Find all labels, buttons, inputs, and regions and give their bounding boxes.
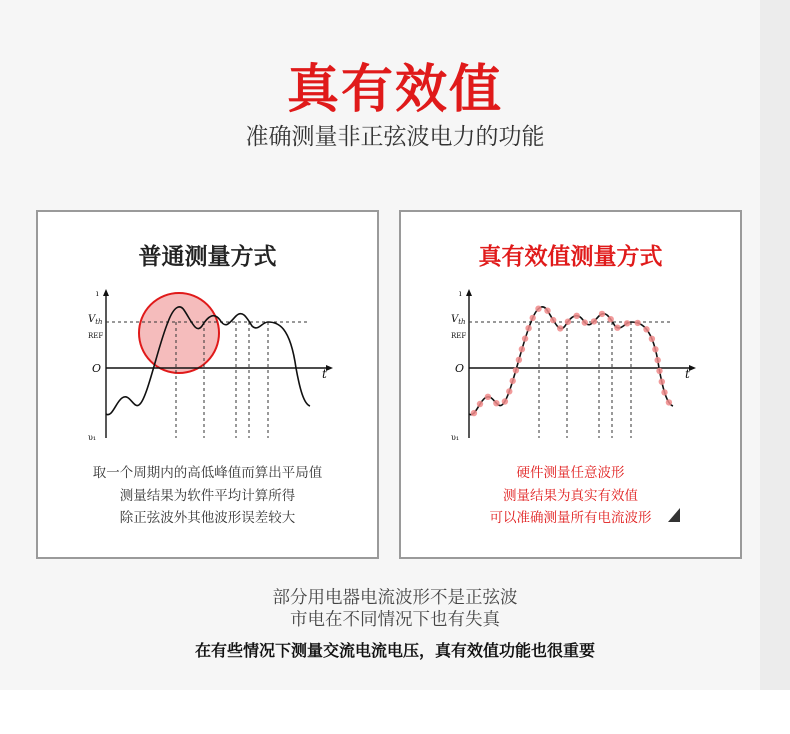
sample-dot: [493, 400, 499, 406]
ref-label: REF: [451, 332, 467, 340]
panel-description: [401, 462, 740, 530]
sample-dot: [513, 367, 519, 373]
panel-description: [38, 462, 377, 530]
vth-label: $V_{th}$: [88, 314, 103, 326]
y-axis-arrow: [103, 289, 109, 296]
sample-dot: [485, 394, 491, 400]
origin-label: O: [92, 362, 102, 375]
desc-line: 测量结果为真实有效值: [503, 487, 638, 504]
y-axis-arrow: [466, 289, 472, 296]
v-axis-bottom-label: υ₁: [88, 433, 97, 442]
page-subtitle: 准确测量非正弦波电力的功能: [245, 124, 545, 150]
sample-dot: [557, 325, 563, 331]
sample-dot: [550, 317, 556, 323]
sample-dot: [516, 357, 522, 363]
sample-dot: [522, 335, 528, 341]
sample-dot: [574, 313, 580, 319]
waveform: [469, 307, 673, 415]
sample-dot: [643, 326, 649, 332]
t-axis-label: t: [685, 367, 690, 381]
x-axis-arrow: [326, 365, 333, 371]
t-axis-label: t: [322, 367, 327, 381]
desc-line: 测量结果为软件平均计算所得: [119, 487, 296, 504]
sample-dot: [652, 346, 658, 352]
panel-true-rms-measurement: [399, 210, 742, 559]
sample-dot: [608, 316, 614, 322]
sample-lines: [539, 322, 631, 438]
vth-label: $V_{th}$: [451, 314, 466, 326]
sample-dot: [624, 320, 630, 326]
waveform-chart-normal: [86, 286, 346, 446]
footer-line-2: 市电在不同情况下也有失真: [290, 610, 500, 630]
sample-dot: [649, 336, 655, 342]
sample-dot: [656, 368, 662, 374]
peak-highlight-circle: [139, 293, 219, 373]
sample-dot: [502, 398, 508, 404]
sample-dot: [544, 308, 550, 314]
sample-dot: [599, 311, 605, 317]
sample-dot: [535, 306, 541, 312]
desc-line: 除正弦波外其他波形误差较大: [119, 510, 296, 526]
footer-text: [0, 587, 790, 631]
sample-dot: [666, 399, 672, 405]
sample-dot: [565, 319, 571, 325]
sample-dot: [530, 315, 536, 321]
sample-dot: [661, 389, 667, 395]
v-axis-top-label: ı: [96, 289, 99, 298]
sample-dot: [591, 318, 597, 324]
footer-line-1: 部分用电器电流波形不是正弦波: [272, 588, 518, 608]
panel-normal-measurement: [36, 210, 379, 559]
sample-dot: [506, 388, 512, 394]
desc-line: 取一个周期内的高低峰值而算出平局值: [92, 465, 323, 481]
sample-dot: [477, 401, 483, 407]
v-axis-bottom-label: υ₁: [451, 433, 460, 442]
sample-dot: [635, 320, 641, 326]
sample-dot: [525, 325, 531, 331]
panel-title: 普通测量方式: [138, 244, 277, 270]
page-title: 真有效值: [286, 60, 503, 120]
origin-label: O: [455, 362, 465, 375]
footer-bold-line: 在有些情况下测量交流电流电压，真有效值功能也很重要: [194, 641, 595, 660]
ref-label: REF: [88, 332, 104, 340]
sample-dot: [659, 379, 665, 385]
v-axis-top-label: ı: [459, 289, 462, 298]
sample-dot: [471, 410, 477, 416]
corner-triangle-icon: [668, 508, 680, 522]
desc-line: 硬件测量任意波形: [516, 465, 625, 481]
sample-dot: [510, 378, 516, 384]
x-axis-arrow: [689, 365, 696, 371]
panel-title: 真有效值测量方式: [478, 244, 663, 270]
waveform-chart-true-rms: [449, 286, 709, 446]
sample-dot: [614, 325, 620, 331]
sample-dot: [655, 357, 661, 363]
sample-dot: [582, 319, 588, 325]
sample-dot: [519, 346, 525, 352]
desc-line: 可以准确测量所有电流波形: [489, 510, 652, 526]
